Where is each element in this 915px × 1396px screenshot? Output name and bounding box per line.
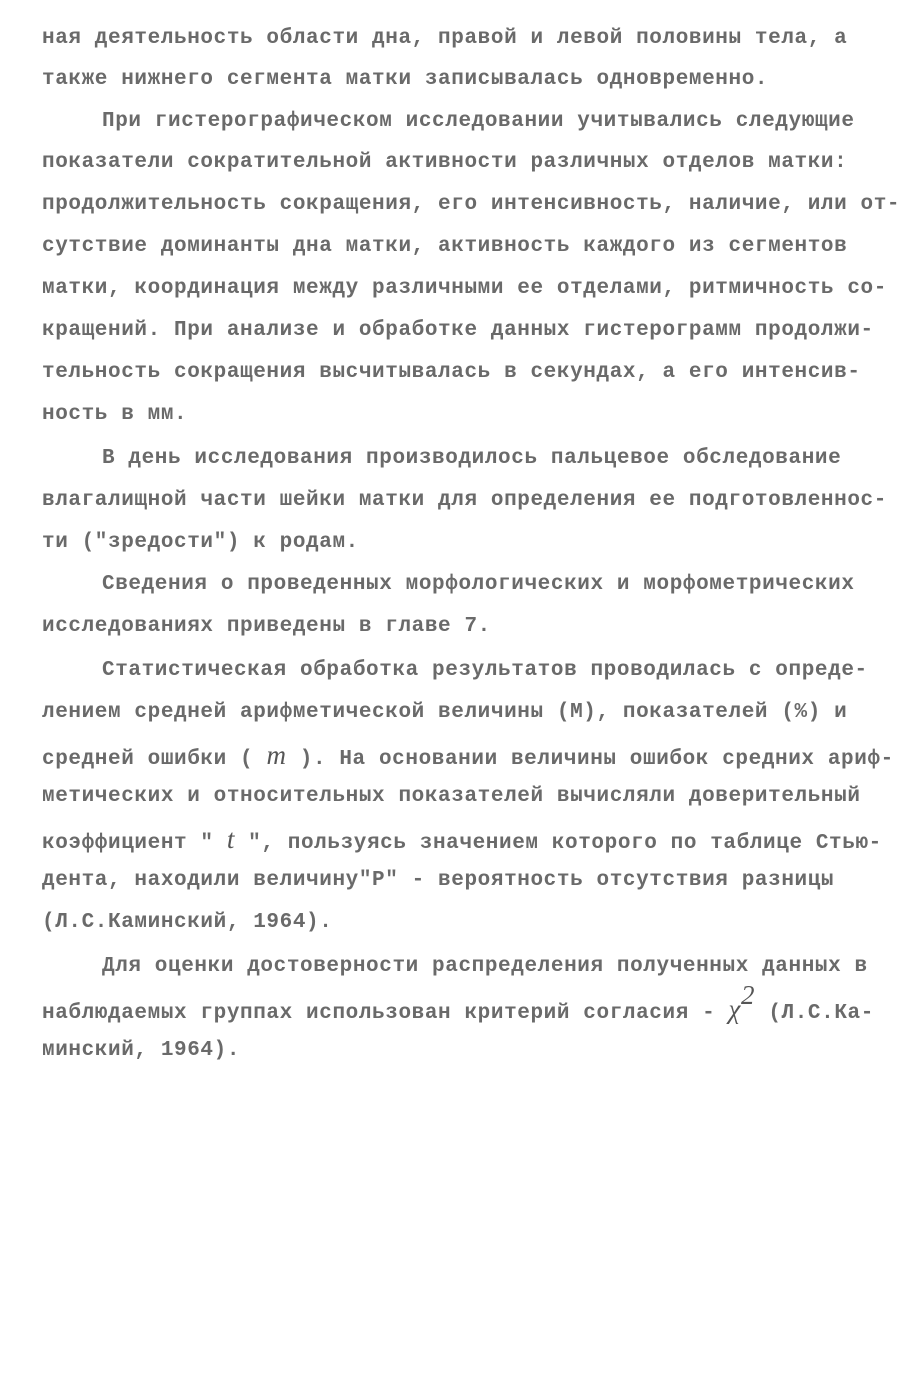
symbol-chi: χ xyxy=(728,994,741,1024)
text-line: ная деятельность области дна, правой и левой половины тела, а xyxy=(42,27,848,50)
text-fragment: (Л.С.Ка- xyxy=(768,1002,874,1025)
text-line: показатели сократительной активности различных отделов матки: xyxy=(42,151,848,174)
text-line: минский, 1964). xyxy=(42,1039,241,1062)
symbol-superscript-two: 2 xyxy=(741,980,756,1010)
text-line: продолжительность сокращения, его интенсивность, наличие, или от- xyxy=(42,193,901,216)
text-line xyxy=(42,980,874,1030)
text-line: также нижнего сегмента матки записывалась одновременно. xyxy=(42,68,769,91)
text-line: Статистическая обработка результатов проводилась с опреде- xyxy=(102,659,868,682)
text-line: лением средней арифметической величины (М), показателей (%) и xyxy=(42,701,848,724)
text-line: сутствие доминанты дна матки, активность каждого из сегментов xyxy=(42,235,848,258)
text-line: Сведения о проведенных морфологических и морфометрических xyxy=(102,573,855,596)
text-line: матки, координация между различными ее отделами, ритмичность со- xyxy=(42,277,887,300)
text-line: ти ("зредости") к родам. xyxy=(42,531,359,554)
text-line: кращений. При анализе и обработке данных гистерограмм продолжи- xyxy=(42,319,874,342)
text-line: метических и относительных показателей вычисляли доверительный xyxy=(42,785,861,808)
text-fragment: ). На основании величины ошибок средних ариф- xyxy=(299,748,894,771)
text-line: В день исследования производилось пальцевое обследование xyxy=(102,447,842,470)
text-line xyxy=(42,818,882,860)
text-fragment: наблюдаемых группах использован критерий согласия - xyxy=(42,1002,716,1025)
text-line: (Л.С.Каминский, 1964). xyxy=(42,911,333,934)
text-fragment: коэффициент " xyxy=(42,832,214,855)
text-line: При гистерографическом исследовании учитывались следующие xyxy=(102,110,855,133)
text-line: ность в мм. xyxy=(42,403,188,426)
text-line: тельность сокращения высчитывалась в секундах, а его интенсив- xyxy=(42,361,861,384)
text-fragment: средней ошибки ( xyxy=(42,748,254,771)
symbol-m: m xyxy=(266,740,287,770)
symbol-t: t xyxy=(226,824,235,854)
text-line: Для оценки достоверности распределения полученных данных в xyxy=(102,955,868,978)
text-line: дента, находили величину"Р" - вероятность отсутствия разницы xyxy=(42,869,835,892)
text-line xyxy=(42,734,894,776)
text-line: влагалищной части шейки матки для определения ее подготовленнос- xyxy=(42,489,887,512)
text-fragment: ", пользуясь значением которого по таблице Стью- xyxy=(248,832,882,855)
text-line: исследованиях приведены в главе 7. xyxy=(42,615,491,638)
